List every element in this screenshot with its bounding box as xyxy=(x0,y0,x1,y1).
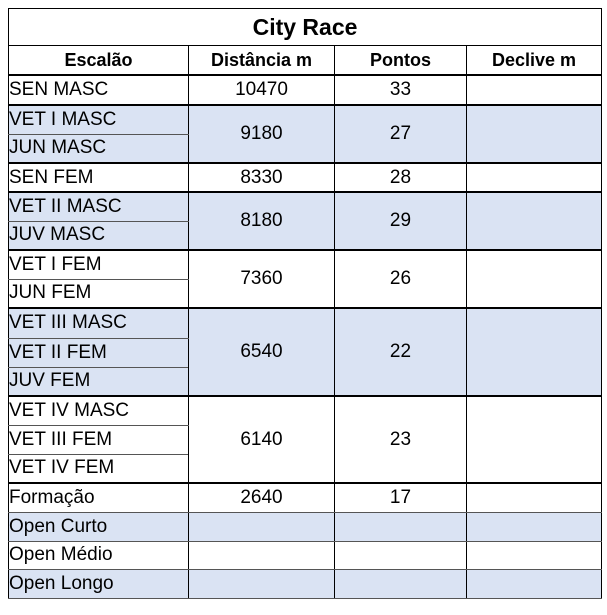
table-row xyxy=(9,541,602,569)
distancia-cell: 9180 xyxy=(189,105,335,163)
table-body xyxy=(9,75,602,598)
header-declive: Declive m xyxy=(467,46,602,76)
table-row xyxy=(9,308,602,338)
distancia-cell: 2640 xyxy=(189,483,335,512)
escalao-cell: VET II MASC xyxy=(9,192,189,221)
table-row xyxy=(9,250,602,279)
declive-cell xyxy=(467,250,602,308)
escalao-cell: JUN MASC xyxy=(9,134,189,163)
escalao-cell: VET I MASC xyxy=(9,105,189,134)
declive-cell xyxy=(467,105,602,163)
table-row xyxy=(9,483,602,512)
declive-cell xyxy=(467,483,602,512)
pontos-cell: 33 xyxy=(335,75,467,105)
pontos-cell xyxy=(335,569,467,598)
pontos-cell: 22 xyxy=(335,308,467,396)
declive-cell xyxy=(467,512,602,541)
escalao-cell: VET II FEM xyxy=(9,338,189,367)
escalao-cell: Open Médio xyxy=(9,541,189,569)
escalao-cell: Open Curto xyxy=(9,512,189,541)
pontos-cell: 29 xyxy=(335,192,467,250)
escalao-cell: VET I FEM xyxy=(9,250,189,279)
pontos-cell xyxy=(335,512,467,541)
pontos-cell: 26 xyxy=(335,250,467,308)
distancia-cell: 10470 xyxy=(189,75,335,105)
pontos-cell: 28 xyxy=(335,163,467,192)
pontos-cell xyxy=(335,541,467,569)
distancia-cell: 6540 xyxy=(189,308,335,396)
escalao-cell: VET IV FEM xyxy=(9,454,189,483)
distancia-cell xyxy=(189,512,335,541)
declive-cell xyxy=(467,192,602,250)
declive-cell xyxy=(467,308,602,396)
pontos-cell: 17 xyxy=(335,483,467,512)
table-row xyxy=(9,163,602,192)
table-title: City Race xyxy=(9,9,602,46)
distancia-cell: 6140 xyxy=(189,396,335,483)
escalao-cell: SEN MASC xyxy=(9,75,189,105)
declive-cell xyxy=(467,541,602,569)
city-race-table xyxy=(8,8,602,599)
escalao-cell: VET III FEM xyxy=(9,425,189,454)
header-escalao: Escalão xyxy=(9,46,189,76)
table-row xyxy=(9,192,602,221)
pontos-cell: 23 xyxy=(335,396,467,483)
distancia-cell xyxy=(189,569,335,598)
distancia-cell xyxy=(189,541,335,569)
declive-cell xyxy=(467,569,602,598)
table-row xyxy=(9,75,602,105)
escalao-cell: JUV MASC xyxy=(9,221,189,250)
distancia-cell: 7360 xyxy=(189,250,335,308)
escalao-cell: Open Longo xyxy=(9,569,189,598)
header-distancia: Distância m xyxy=(189,46,335,76)
escalao-cell: VET III MASC xyxy=(9,308,189,338)
pontos-cell: 27 xyxy=(335,105,467,163)
escalao-cell: Formação xyxy=(9,483,189,512)
distancia-cell: 8330 xyxy=(189,163,335,192)
header-pontos: Pontos xyxy=(335,46,467,76)
escalao-cell: JUV FEM xyxy=(9,367,189,396)
distancia-cell: 8180 xyxy=(189,192,335,250)
table-row xyxy=(9,105,602,134)
escalao-cell: SEN FEM xyxy=(9,163,189,192)
table-row xyxy=(9,512,602,541)
table-row xyxy=(9,569,602,598)
declive-cell xyxy=(467,163,602,192)
escalao-cell: VET IV MASC xyxy=(9,396,189,425)
escalao-cell: JUN FEM xyxy=(9,279,189,308)
declive-cell xyxy=(467,75,602,105)
table-row xyxy=(9,396,602,425)
declive-cell xyxy=(467,396,602,483)
